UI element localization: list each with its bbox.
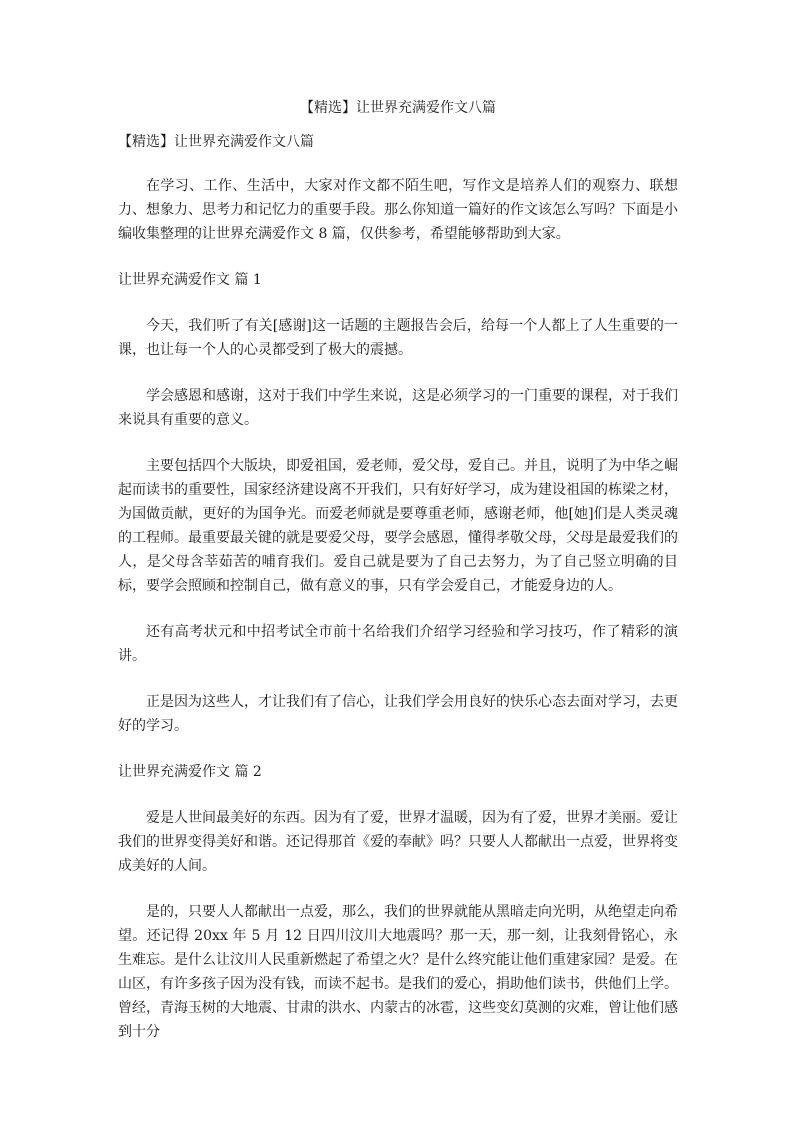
section-2-paragraph-2: 是的，只要人人都献出一点爱，那么，我们的世界就能从黑暗走向光明，从绝望走向希望。还记得 20xx 年 5 月 12 日四川汶川大地震吗？那一天，那一刻，让我刻骨铭心，永生难忘。是什么让汶川人民重新燃起了希望之火？是什么终究能让他们重建家园？是爱。在山区，有许多孩子因为没有钱，而读不起书。是我们的爱心，捐助他们读书，供他们上学。曾经，青海玉树的大地震、甘肃的洪水、内蒙古的冰雹，这些变幻莫测的灾难，曾让他们感到十分: [118, 904, 678, 1040]
section-heading-1: 让世界充满爱作文 篇 1: [118, 272, 262, 288]
section-heading-2: 让世界充满爱作文 篇 2: [118, 764, 262, 780]
document-page: [118, 96, 678, 1066]
section-1-paragraph-1: 今天，我们听了有关[感谢]这一话题的主题报告会后，给每一个人都上了人生重要的一课，也让每一个人的心灵都受到了极大的震撼。: [118, 318, 678, 358]
section-1-paragraph-4: 还有高考状元和中招考试全市前十名给我们介绍学习经验和学习技巧，作了精彩的演讲。: [118, 624, 678, 664]
intro-paragraph: 在学习、工作、生活中，大家对作文都不陌生吧，写作文是培养人们的观察力、联想力、想象力、思考力和记忆力的重要手段。那么你知道一篇好的作文该怎么写吗？下面是小编收集整理的让世界充满爱作文 8 篇，仅供参考，希望能够帮助到大家。: [118, 178, 678, 242]
section-1-paragraph-3: 主要包括四个大版块，即爱祖国，爱老师，爱父母，爱自己。并且，说明了为中华之崛起而读书的重要性，国家经济建设离不开我们，只有好好学习，成为建设祖国的栋梁之材，为国做贡献，更好的为国争光。而爱老师就是要尊重老师，感谢老师，他[她]们是人类灵魂的工程师。最重要最关键的就是要爱父母，要学会感恩，懂得孝敬父母，父母是最爱我们的人，是父母含莘茹苦的哺育我们。爱自己就是要为了自己去努力，为了自己竖立明确的目标，要学会照顾和控制自己，做有意义的事，只有学会爱自己，才能爱身边的人。: [118, 458, 678, 594]
section-2-paragraph-1: 爱是人世间最美好的东西。因为有了爱，世界才温暖，因为有了爱，世界才美丽。爱让我们的世界变得美好和谐。还记得那首《爱的奉献》吗？只要人人都献出一点爱，世界将变成美好的人间。: [118, 810, 678, 874]
section-1-paragraph-2: 学会感恩和感谢，这对于我们中学生来说，这是必须学习的一门重要的课程，对于我们来说具有重要的意义。: [118, 388, 678, 428]
document-title: 【精选】让世界充满爱作文八篇: [300, 100, 496, 116]
document-subtitle: 【精选】让世界充满爱作文八篇: [118, 134, 314, 150]
section-1-paragraph-5: 正是因为这些人，才让我们有了信心，让我们学会用良好的快乐心态去面对学习，去更好的学习。: [118, 694, 678, 734]
